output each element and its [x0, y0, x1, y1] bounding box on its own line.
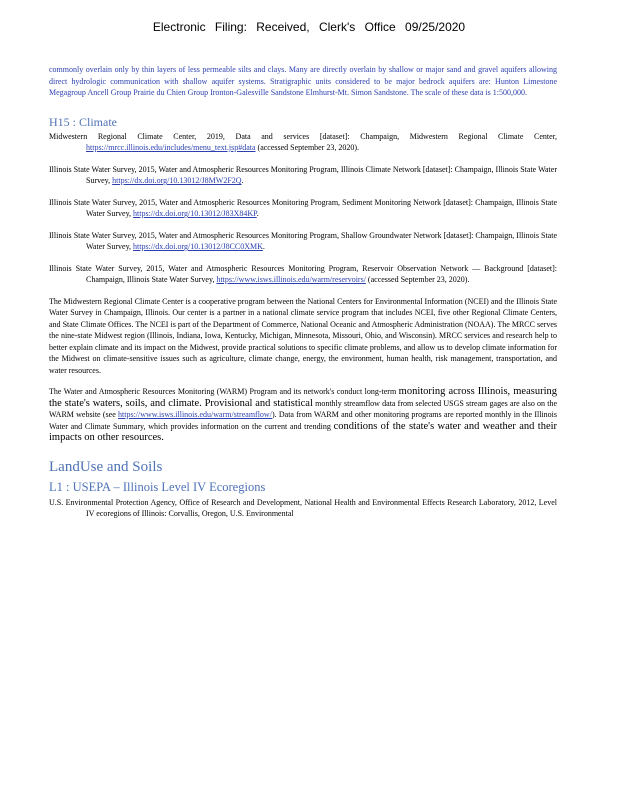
- reference-link[interactable]: https://dx.doi.org/10.13012/J83X84KP: [133, 209, 257, 218]
- mrcc-paragraph: The Midwestern Regional Climate Center is a cooperative program between the National Centers for Environmental Information (NCEI) and the Illinois State Water Survey in Champaign, Illinois. Our center is a partner in a national climate service program that includes NCEI, five other Regional Climate Centers, and State Climate Offices. The NCEI is part of the Department of Commerce, National Oceanic and Atmospheric Administration (NOAA). The MRCC serves the nine-state Midwest region (Illinois, Indiana, Iowa, Kentucky, Michigan, Minnesota, Missouri, Ohio, and Wisconsin). MRCC services and research help to better explain climate and its impact on the Midwest, provide practical solutions to specific climate problems, and allow us to develop climate information for the Midwest on climate-sensitive issues such as agriculture, climate change, energy, the environment, human health, risk management, transportation, and water resources.: [49, 296, 557, 375]
- reference-link[interactable]: https://mrcc.illinois.edu/includes/menu_text.jsp#data: [86, 143, 256, 152]
- climate-heading: H15 : Climate: [49, 114, 117, 129]
- reference-entry: Illinois State Water Survey, 2015, Water and Atmospheric Resources Monitoring Program, Illinois Climate Network [dataset]: Champaign, Illinois State Water Survey, https://dx.doi.org/10.13012/J8MW2F2Q.: [49, 164, 557, 185]
- reference-entry: U.S. Environmental Protection Agency, Office of Research and Development, National Health and Environmental Effects Research Laboratory, 2012, Level IV ecoregions of Illinois: Corvallis, Oregon, U.S. Environmental: [49, 497, 557, 518]
- filing-header: Electronic Filing: Received, Clerk's Office 09/25/2020: [152, 20, 466, 34]
- reference-entry: Midwestern Regional Climate Center, 2019, Data and services [dataset]: Champaign, Midwestern Regional Climate Center, https://mrcc.illinois.edu/includes/menu_text.jsp#data (accessed September 23, 2020).: [49, 131, 557, 152]
- intro-paragraph: commonly overlain only by thin layers of less permeable silts and clays. Many are directly overlain by shallow or major sand and gravel aquifers allowing direct hydrologic communication with shallow aquifer systems. Stratigraphic units considered to be major bedrock aquifers are: Hunton Limestone Megagroup Ancell Group Prairie du Chien Group Ironton-Galesville Sandstone Elmhurst-Mt. Simon Sandstone. The scale of these data is 1:500,000.: [49, 65, 557, 97]
- reference-link[interactable]: https://dx.doi.org/10.13012/J8CC0XMK: [133, 242, 263, 251]
- ecoregions-subheading: L1 : USEPA – Illinois Level IV Ecoregions: [49, 479, 266, 494]
- reference-entry: Illinois State Water Survey, 2015, Water and Atmospheric Resources Monitoring Program, Sediment Monitoring Network [dataset]: Champaign, Illinois State Water Survey, https://dx.doi.org/10.13012/J83X84KP.: [49, 197, 557, 218]
- reference-link[interactable]: https://dx.doi.org/10.13012/J8MW2F2Q: [112, 176, 242, 185]
- streamflow-link[interactable]: https://www.isws.illinois.edu/warm/streamflow/: [118, 410, 272, 419]
- reference-entry: Illinois State Water Survey, 2015, Water and Atmospheric Resources Monitoring Program, Reservoir Observation Network — Background [dataset]: Champaign, Illinois State Water Survey, https://www.isws.illinois.edu/warm/reservoirs/ (accessed September 23, 2020).: [49, 263, 557, 284]
- warm-paragraph: The Water and Atmospheric Resources Monitoring (WARM) Program and its network's conduct long-term monitoring across Illinois, measuring the state's waters, soils, and climate. Provisional and statistical monthly streamflow data from selected USGS stream gages are also on the WARM website (see https://www.isws.illinois.edu/warm/streamflow/). Data from WARM and other monitoring programs are reported monthly in the Illinois Water and Climate Summary, which provides information on the current and trending conditions of the state's water and weather and their impacts on other resources.: [49, 386, 558, 443]
- document-body: [49, 64, 557, 530]
- reference-entry: Illinois State Water Survey, 2015, Water and Atmospheric Resources Monitoring Program, Shallow Groundwater Network [dataset]: Champaign, Illinois State Water Survey, https://dx.doi.org/10.13012/J8CC0XMK.: [49, 230, 557, 251]
- landuse-heading: LandUse and Soils: [49, 458, 163, 475]
- reference-link[interactable]: https://www.isws.illinois.edu/warm/reservoirs/: [216, 275, 366, 284]
